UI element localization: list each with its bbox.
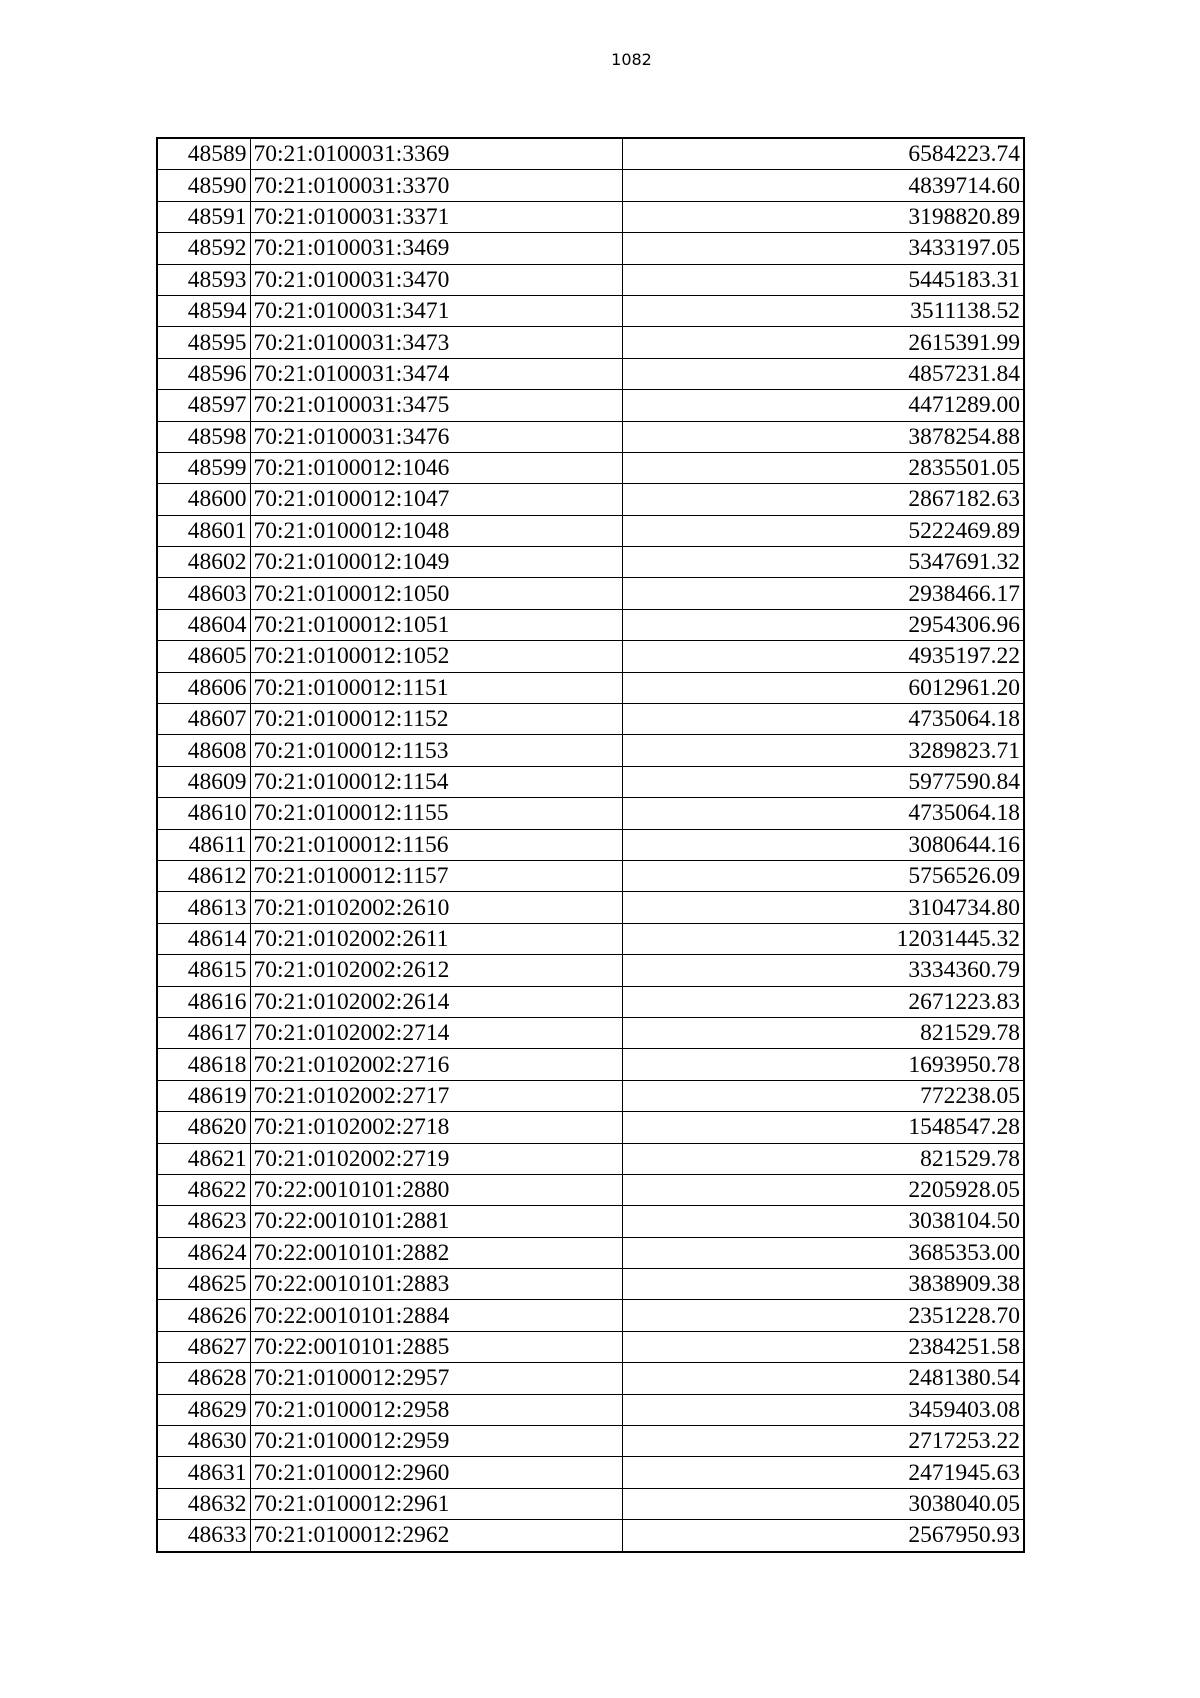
row-number-cell: 48621	[157, 1143, 250, 1174]
row-number-cell: 48629	[157, 1394, 250, 1425]
row-number-cell: 48611	[157, 829, 250, 860]
cadastral-number-cell: 70:21:0100031:3469	[250, 233, 622, 264]
cadastral-value-cell: 12031445.32	[622, 923, 1024, 954]
cadastral-value-cell: 2471945.63	[622, 1457, 1024, 1488]
cadastral-number-cell: 70:21:0100012:1155	[250, 798, 622, 829]
table-row	[157, 1300, 1024, 1331]
cadastral-number-cell: 70:21:0100031:3371	[250, 201, 622, 232]
cadastral-value-table	[156, 137, 1025, 1553]
cadastral-value-cell: 6012961.20	[622, 672, 1024, 703]
row-number-cell: 48630	[157, 1426, 250, 1457]
cadastral-number-cell: 70:21:0100012:1157	[250, 860, 622, 891]
table-row	[157, 515, 1024, 546]
table-row	[157, 1331, 1024, 1362]
row-number-cell: 48616	[157, 986, 250, 1017]
row-number-cell: 48606	[157, 672, 250, 703]
row-number-cell: 48598	[157, 421, 250, 452]
table-row	[157, 1206, 1024, 1237]
table-row	[157, 1080, 1024, 1111]
table-row	[157, 547, 1024, 578]
row-number-cell: 48604	[157, 609, 250, 640]
cadastral-value-cell: 5756526.09	[622, 860, 1024, 891]
cadastral-value-cell: 2717253.22	[622, 1426, 1024, 1457]
row-number-cell: 48601	[157, 515, 250, 546]
cadastral-number-cell: 70:21:0100012:2958	[250, 1394, 622, 1425]
table-row	[157, 641, 1024, 672]
cadastral-number-cell: 70:21:0102002:2719	[250, 1143, 622, 1174]
row-number-cell: 48633	[157, 1520, 250, 1552]
cadastral-number-cell: 70:21:0100012:2961	[250, 1488, 622, 1519]
row-number-cell: 48591	[157, 201, 250, 232]
table-row	[157, 421, 1024, 452]
cadastral-value-cell: 3289823.71	[622, 735, 1024, 766]
row-number-cell: 48590	[157, 170, 250, 201]
row-number-cell: 48592	[157, 233, 250, 264]
cadastral-value-cell: 3433197.05	[622, 233, 1024, 264]
table-row	[157, 390, 1024, 421]
table-row	[157, 1174, 1024, 1205]
table-row	[157, 233, 1024, 264]
row-number-cell: 48605	[157, 641, 250, 672]
table-row	[157, 798, 1024, 829]
row-number-cell: 48599	[157, 452, 250, 483]
table-body	[157, 138, 1024, 1552]
cadastral-value-cell: 821529.78	[622, 1143, 1024, 1174]
table-row	[157, 1112, 1024, 1143]
row-number-cell: 48615	[157, 955, 250, 986]
row-number-cell: 48589	[157, 138, 250, 170]
row-number-cell: 48597	[157, 390, 250, 421]
cadastral-number-cell: 70:21:0100012:1154	[250, 766, 622, 797]
cadastral-number-cell: 70:21:0100012:1047	[250, 484, 622, 515]
row-number-cell: 48595	[157, 327, 250, 358]
cadastral-value-cell: 4839714.60	[622, 170, 1024, 201]
row-number-cell: 48628	[157, 1363, 250, 1394]
cadastral-number-cell: 70:21:0102002:2718	[250, 1112, 622, 1143]
table-row	[157, 1143, 1024, 1174]
cadastral-number-cell: 70:22:0010101:2880	[250, 1174, 622, 1205]
cadastral-value-cell: 2351228.70	[622, 1300, 1024, 1331]
cadastral-number-cell: 70:21:0102002:2610	[250, 892, 622, 923]
table-row	[157, 452, 1024, 483]
cadastral-value-cell: 1548547.28	[622, 1112, 1024, 1143]
row-number-cell: 48624	[157, 1237, 250, 1268]
row-number-cell: 48596	[157, 358, 250, 389]
cadastral-value-cell: 2205928.05	[622, 1174, 1024, 1205]
row-number-cell: 48610	[157, 798, 250, 829]
row-number-cell: 48609	[157, 766, 250, 797]
cadastral-number-cell: 70:21:0100012:2962	[250, 1520, 622, 1552]
cadastral-value-cell: 4857231.84	[622, 358, 1024, 389]
cadastral-value-cell: 4935197.22	[622, 641, 1024, 672]
table-row	[157, 829, 1024, 860]
table-row	[157, 201, 1024, 232]
cadastral-value-cell: 3198820.89	[622, 201, 1024, 232]
row-number-cell: 48625	[157, 1269, 250, 1300]
table-row	[157, 264, 1024, 295]
row-number-cell: 48626	[157, 1300, 250, 1331]
row-number-cell: 48623	[157, 1206, 250, 1237]
table-row	[157, 1426, 1024, 1457]
cadastral-value-cell: 3878254.88	[622, 421, 1024, 452]
cadastral-number-cell: 70:21:0100012:1151	[250, 672, 622, 703]
table-row	[157, 1488, 1024, 1519]
cadastral-value-cell: 3838909.38	[622, 1269, 1024, 1300]
cadastral-value-cell: 2671223.83	[622, 986, 1024, 1017]
row-number-cell: 48620	[157, 1112, 250, 1143]
cadastral-value-cell: 4735064.18	[622, 798, 1024, 829]
row-number-cell: 48600	[157, 484, 250, 515]
cadastral-value-cell: 5347691.32	[622, 547, 1024, 578]
cadastral-value-cell: 4471289.00	[622, 390, 1024, 421]
cadastral-number-cell: 70:22:0010101:2885	[250, 1331, 622, 1362]
cadastral-value-cell: 3104734.80	[622, 892, 1024, 923]
cadastral-number-cell: 70:21:0100031:3474	[250, 358, 622, 389]
cadastral-value-cell: 3511138.52	[622, 295, 1024, 326]
cadastral-number-cell: 70:21:0102002:2614	[250, 986, 622, 1017]
cadastral-number-cell: 70:21:0100012:1049	[250, 547, 622, 578]
cadastral-value-cell: 5977590.84	[622, 766, 1024, 797]
cadastral-number-cell: 70:21:0102002:2714	[250, 1017, 622, 1048]
cadastral-value-cell: 5445183.31	[622, 264, 1024, 295]
table-row	[157, 1363, 1024, 1394]
row-number-cell: 48619	[157, 1080, 250, 1111]
cadastral-number-cell: 70:21:0100012:1050	[250, 578, 622, 609]
table-row	[157, 1457, 1024, 1488]
cadastral-number-cell: 70:21:0100012:2959	[250, 1426, 622, 1457]
page-number: 1082	[611, 50, 652, 69]
cadastral-number-cell: 70:21:0102002:2717	[250, 1080, 622, 1111]
cadastral-value-cell: 3038040.05	[622, 1488, 1024, 1519]
row-number-cell: 48603	[157, 578, 250, 609]
cadastral-number-cell: 70:22:0010101:2882	[250, 1237, 622, 1268]
cadastral-value-cell: 772238.05	[622, 1080, 1024, 1111]
cadastral-number-cell: 70:21:0100012:1152	[250, 704, 622, 735]
table-row	[157, 923, 1024, 954]
cadastral-number-cell: 70:21:0100012:1052	[250, 641, 622, 672]
row-number-cell: 48632	[157, 1488, 250, 1519]
table-row	[157, 138, 1024, 170]
table-row	[157, 1394, 1024, 1425]
row-number-cell: 48607	[157, 704, 250, 735]
cadastral-value-cell: 2481380.54	[622, 1363, 1024, 1394]
table-row	[157, 860, 1024, 891]
cadastral-value-cell: 6584223.74	[622, 138, 1024, 170]
cadastral-value-cell: 3334360.79	[622, 955, 1024, 986]
cadastral-value-cell: 2835501.05	[622, 452, 1024, 483]
cadastral-number-cell: 70:21:0100031:3476	[250, 421, 622, 452]
table-row	[157, 766, 1024, 797]
row-number-cell: 48608	[157, 735, 250, 766]
table-row	[157, 986, 1024, 1017]
cadastral-number-cell: 70:21:0100012:1051	[250, 609, 622, 640]
table-row	[157, 1049, 1024, 1080]
cadastral-value-cell: 4735064.18	[622, 704, 1024, 735]
cadastral-number-cell: 70:21:0100031:3473	[250, 327, 622, 358]
cadastral-value-cell: 2867182.63	[622, 484, 1024, 515]
table-row	[157, 704, 1024, 735]
cadastral-value-cell: 2384251.58	[622, 1331, 1024, 1362]
cadastral-number-cell: 70:21:0100031:3470	[250, 264, 622, 295]
row-number-cell: 48614	[157, 923, 250, 954]
row-number-cell: 48617	[157, 1017, 250, 1048]
cadastral-value-cell: 2615391.99	[622, 327, 1024, 358]
cadastral-number-cell: 70:21:0100012:2960	[250, 1457, 622, 1488]
row-number-cell: 48622	[157, 1174, 250, 1205]
cadastral-value-cell: 3038104.50	[622, 1206, 1024, 1237]
table-row	[157, 1237, 1024, 1268]
cadastral-value-cell: 3080644.16	[622, 829, 1024, 860]
cadastral-number-cell: 70:21:0100012:1048	[250, 515, 622, 546]
table-row	[157, 484, 1024, 515]
row-number-cell: 48612	[157, 860, 250, 891]
cadastral-number-cell: 70:21:0100031:3475	[250, 390, 622, 421]
table-row	[157, 358, 1024, 389]
table-row	[157, 955, 1024, 986]
row-number-cell: 48613	[157, 892, 250, 923]
table-row	[157, 892, 1024, 923]
cadastral-value-cell: 3459403.08	[622, 1394, 1024, 1425]
cadastral-value-cell: 1693950.78	[622, 1049, 1024, 1080]
cadastral-number-cell: 70:21:0100031:3471	[250, 295, 622, 326]
table-row	[157, 735, 1024, 766]
table-row	[157, 1269, 1024, 1300]
table-row	[157, 1017, 1024, 1048]
cadastral-number-cell: 70:22:0010101:2883	[250, 1269, 622, 1300]
row-number-cell: 48618	[157, 1049, 250, 1080]
cadastral-number-cell: 70:21:0102002:2611	[250, 923, 622, 954]
cadastral-value-cell: 2567950.93	[622, 1520, 1024, 1552]
cadastral-number-cell: 70:22:0010101:2884	[250, 1300, 622, 1331]
cadastral-value-cell: 3685353.00	[622, 1237, 1024, 1268]
cadastral-number-cell: 70:21:0102002:2716	[250, 1049, 622, 1080]
cadastral-number-cell: 70:21:0100031:3370	[250, 170, 622, 201]
row-number-cell: 48602	[157, 547, 250, 578]
cadastral-number-cell: 70:21:0102002:2612	[250, 955, 622, 986]
row-number-cell: 48627	[157, 1331, 250, 1362]
table-row	[157, 170, 1024, 201]
table-row	[157, 295, 1024, 326]
cadastral-value-cell: 5222469.89	[622, 515, 1024, 546]
row-number-cell: 48593	[157, 264, 250, 295]
cadastral-number-cell: 70:22:0010101:2881	[250, 1206, 622, 1237]
cadastral-number-cell: 70:21:0100012:2957	[250, 1363, 622, 1394]
table-row	[157, 1520, 1024, 1552]
cadastral-number-cell: 70:21:0100012:1156	[250, 829, 622, 860]
cadastral-number-cell: 70:21:0100031:3369	[250, 138, 622, 170]
row-number-cell: 48594	[157, 295, 250, 326]
cadastral-value-cell: 821529.78	[622, 1017, 1024, 1048]
table-row	[157, 672, 1024, 703]
table-row	[157, 578, 1024, 609]
row-number-cell: 48631	[157, 1457, 250, 1488]
cadastral-number-cell: 70:21:0100012:1153	[250, 735, 622, 766]
cadastral-value-cell: 2938466.17	[622, 578, 1024, 609]
table-row	[157, 609, 1024, 640]
cadastral-value-cell: 2954306.96	[622, 609, 1024, 640]
table-row	[157, 327, 1024, 358]
cadastral-number-cell: 70:21:0100012:1046	[250, 452, 622, 483]
